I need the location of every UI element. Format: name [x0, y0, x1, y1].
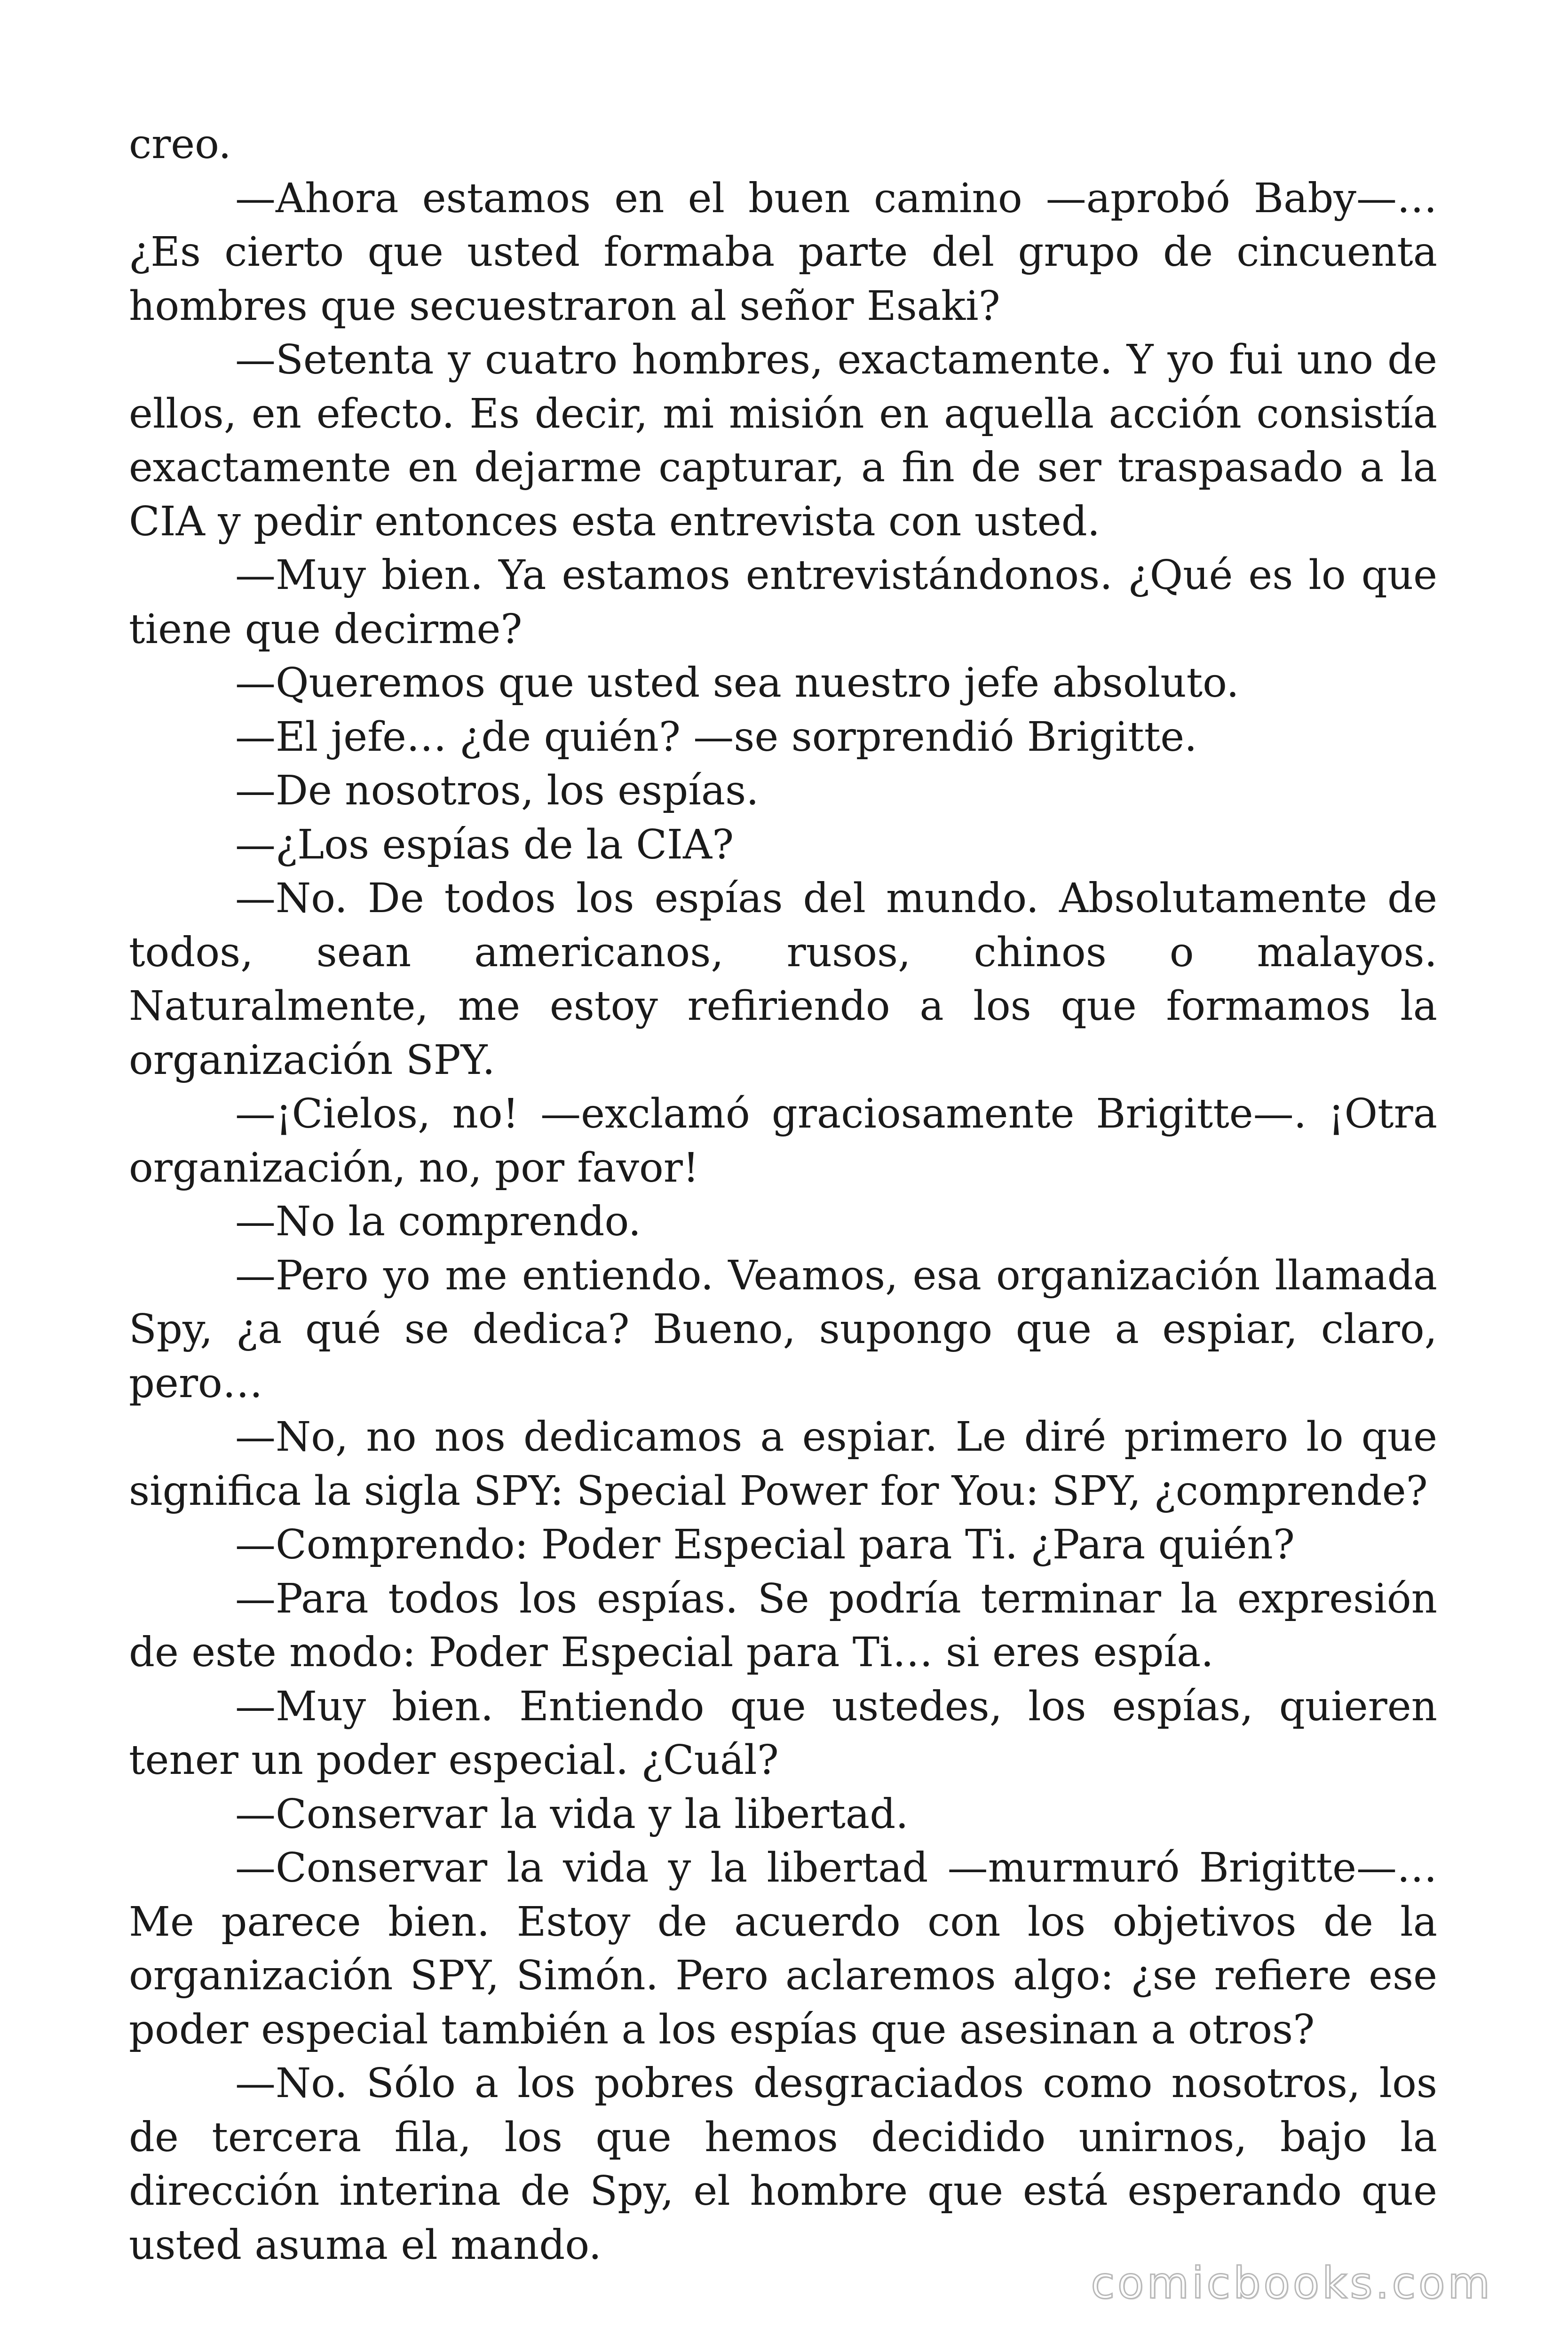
paragraph: —De nosotros, los espías.	[235, 767, 759, 814]
paragraph: —Muy bien. Ya estamos entrevistándonos. ¿Qué es lo que tiene que decirme?	[129, 552, 1437, 653]
page-text	[129, 118, 1437, 2272]
paragraph: —Para todos los espías. Se podría terminar la expresión de este modo: Poder Especial para Ti… si eres espía.	[129, 1575, 1437, 1676]
paragraph: —Ahora estamos en el buen camino —aprobó Baby—… ¿Es cierto que usted formaba parte del grupo de cincuenta hombres que secuestraron al señor Esaki?	[129, 175, 1437, 330]
paragraph: —No la comprendo.	[235, 1198, 641, 1245]
watermark: comicbooks.com	[1091, 2258, 1493, 2308]
paragraph: —Setenta y cuatro hombres, exactamente. Y yo fui uno de ellos, en efecto. Es decir, mi misión en aquella acción consistía exactamente en dejarme capturar, a fin de ser traspasado a la CIA y pedir entonces esta entrevista con usted.	[129, 336, 1437, 545]
paragraph: —¿Los espías de la CIA?	[235, 821, 734, 868]
paragraph: —No. De todos los espías del mundo. Absolutamente de todos, sean americanos, rusos, chinos o malayos. Naturalmente, me estoy refiriendo a los que formamos la organización SPY.	[129, 875, 1437, 1084]
paragraph: —No. Sólo a los pobres desgraciados como nosotros, los de tercera fila, los que hemos decidido unirnos, bajo la dirección interina de Spy, el hombre que está esperando que usted asuma el mando.	[129, 2060, 1437, 2269]
paragraph: —Queremos que usted sea nuestro jefe absoluto.	[235, 660, 1239, 707]
paragraph: creo.	[129, 121, 231, 168]
paragraph: —Conservar la vida y la libertad —murmuró Brigitte—… Me parece bien. Estoy de acuerdo con los objetivos de la organización SPY, Simón. Pero aclaremos algo: ¿se refiere ese poder especial también a los espías que asesinan a otros?	[129, 1844, 1437, 2053]
paragraph: —El jefe… ¿de quién? —se sorprendió Brigitte.	[235, 713, 1197, 761]
paragraph: —Comprendo: Poder Especial para Ti. ¿Para quién?	[235, 1521, 1295, 1568]
paragraph: —Muy bien. Entiendo que ustedes, los espías, quieren tener un poder especial. ¿Cuál?	[129, 1683, 1437, 1784]
paragraph: —No, no nos dedicamos a espiar. Le diré primero lo que significa la sigla SPY: Special Power for You: SPY, ¿comprende?	[129, 1414, 1437, 1515]
paragraph: —¡Cielos, no! —exclamó graciosamente Brigitte—. ¡Otra organización, no, por favor!	[129, 1090, 1437, 1192]
paragraph: —Pero yo me entiendo. Veamos, esa organización llamada Spy, ¿a qué se dedica? Bueno, supongo que a espiar, claro, pero…	[129, 1252, 1437, 1407]
paragraph: —Conservar la vida y la libertad.	[235, 1790, 909, 1838]
